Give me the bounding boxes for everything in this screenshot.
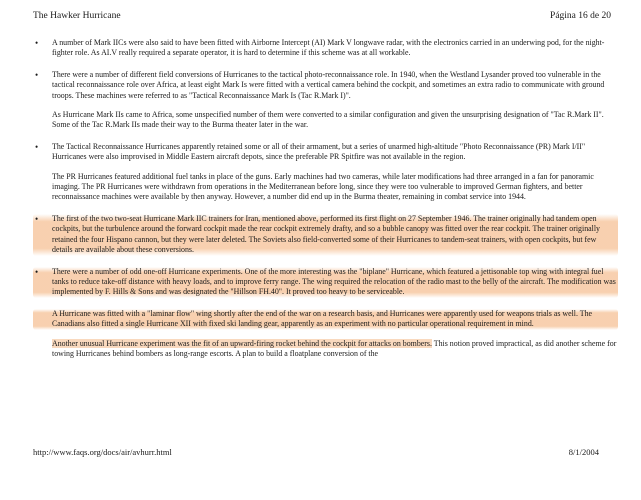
- paragraph-biplane-highlighted: • There were a number of odd one-off Hurricane experiments. One of the more interesting was the "biplane" Hurricane, which featured a jettisonable top wing with integral fuel tanks to reduce take-off distance with heavy loads, and to improve ferry range. The wing required the relocation of the radio mast to the belly of the aircraft. The modification was implemented by F. Hills & Sons and was designated the "Hillson FH.40". It proved too heavy to be serviceable.: [33, 267, 618, 298]
- print-date: 8/1/2004: [568, 447, 599, 457]
- paragraph-pr-hurricanes: The PR Hurricanes featured additional fuel tanks in place of the guns. Early machines had two cameras, while later modifications had three arranged in a fan for panoramic imaging. The PR Hurricanes were withdrawn from operations in the Mediterranean before long, since they were too vulnerable to improved German fighters, and better reconnaissance machines were available by then anyway. However, a number did end up in the Burma theater, remaining in combat service into 1944.: [52, 171, 594, 202]
- rocket-rest-text: This notion proved impractical, as did another scheme for towing Hurricanes behind bombers as long-range escorts. A plan to build a floatplane conversion of the: [52, 338, 617, 358]
- paragraph-tac-r-mark-ii: As Hurricane Mark IIs came to Africa, some unspecified number of them were converted to a similar configuration and given the unsurprising designation of "Tac R.Mark II". Some of the Tac R.Mark IIs made their way to the Burma theater later in the war.: [52, 110, 604, 130]
- paragraph-radar: • A number of Mark IICs were also said to have been fitted with Airborne Intercept (AI) Mark V longwave radar, with the electronics carried in an underwing pod, for the night-fighter role. As AI.V really required a separate operator, it is hard to determine if this scheme was at all workable.: [33, 38, 618, 59]
- paragraph-laminar-flow-highlighted: A Hurricane was fitted with a "laminar flow" wing shortly after the end of the war on a research basis, and Hurricanes were apparently used for weapons trials as well. The Canadians also fitted a single Hurricane XII with fixed ski landing gear, apparently as an experiment with no particular operational requirement in mind.: [33, 309, 618, 330]
- document-title: The Hawker Hurricane: [33, 11, 121, 21]
- paragraph-tac-recon: • There were a number of different field conversions of Hurricanes to the tactical photo-reconnaissance role. In 1940, when the Westland Lysander proved too vulnerable in the tactical reconnaissance role over Africa, at least eight Mark Is were fitted with a vertical camera behind the cockpit, and sometimes an extra radio to communicate with ground troops. These machines were referred to as "Tactical Reconnaissance Mark Is (Tac R.Mark I)".: [33, 70, 618, 101]
- page-number: Página 16 de 20: [550, 11, 611, 21]
- paragraph-photo-recon: • The Tactical Reconnaissance Hurricanes apparently retained some or all of their armament, but a series of unarmed high-altitude "Photo Reconnaissance (PR) Mark I/II" Hurricanes were also improvised in Middle Eastern aircraft depots, since the preferable PR Spitfire was not available in the region.: [33, 142, 618, 163]
- source-url: http://www.faqs.org/docs/air/avhurr.html: [33, 447, 172, 457]
- paragraph-trainers-highlighted: • The first of the two two-seat Hurricane Mark IIC trainers for Iran, mentioned above, performed its first flight on 27 September 1946. The trainer originally had tandem open cockpits, but the turbulence around the forward cockpit made the rear cockpit extremely drafty, and so a bubble canopy was fitted over the rear cockpit. The trainer originally retained the four Hispano cannon, but they were later deleted. The Soviets also field-converted some of their Hurricanes to tandem-seat trainers, with open cockpits, but few details are available about these conversions.: [33, 214, 618, 256]
- paragraph-rocket: [33, 339, 618, 360]
- rocket-highlight-text: Another unusual Hurricane experiment was the fit of an upward-firing rocket behind the cockpit for attacks on bombers.: [52, 338, 432, 348]
- document-body: [33, 38, 618, 359]
